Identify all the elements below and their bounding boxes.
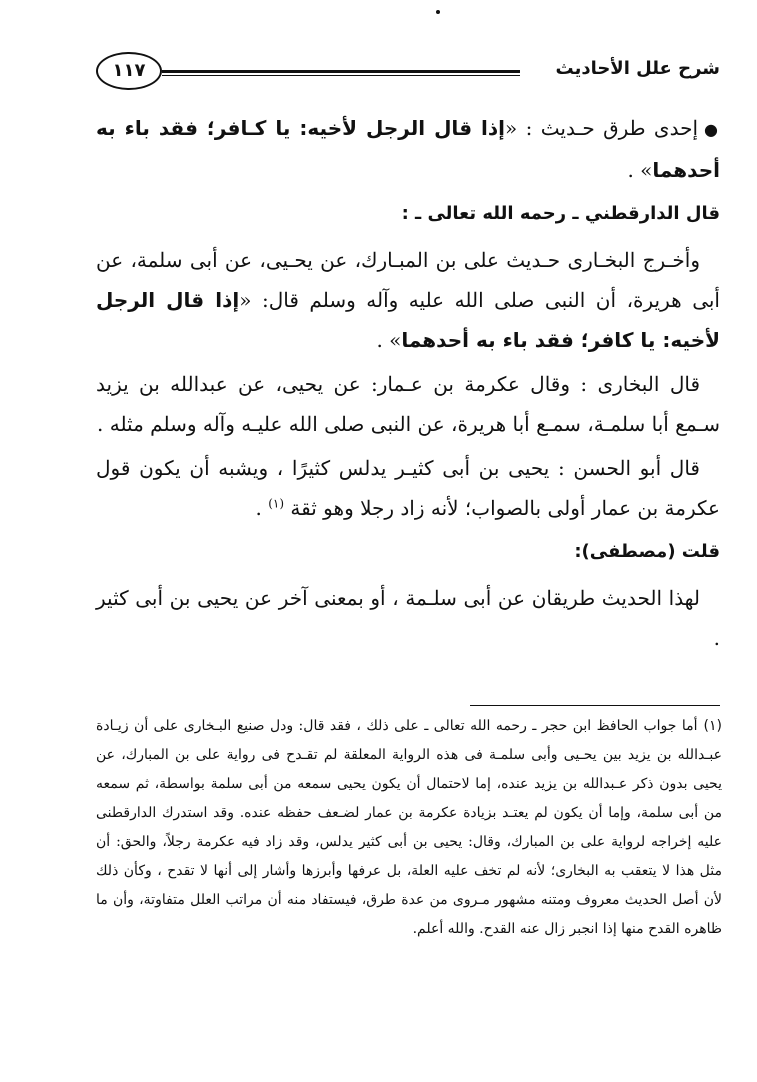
paragraph-4: قال أبو الحسن : يحيى بن أبى كثيـر يدلس كثيرًا ، ويشبه أن يكون قول عكرمة بن عمار أولى بالصواب؛ لأنه زاد رجلا وهو ثقة $^{(١)}$ . <box>96 456 720 520</box>
main-text <box>96 108 720 662</box>
section-heading-author: قلت (مصطفى): <box>574 541 720 562</box>
hadith-quote: إذا قال الرجل لأخيه: يا كـافر؛ فقد باء به أحدهما <box>96 116 720 182</box>
footnote-1: (١)أما جواب الحافظ ابن حجر ـ رحمه الله تعالى ـ على ذلك ، فقد قال: ودل صنيع البـخارى على أن زيـادة عبـدالله بن يزيد بين يحـيى وأبى سلمـة فى هذه الرواية المعلقة لم تقـدح فى رواية على بن المبارك، عن يحيى بدون ذكر عـبدالله بن يزيد عنده، إما لاحتمال أن يكون يحيى سمعه من أبى سلمة بواسطة، ثم سمعه من أبى سلمة، وإما أن يكون لم يعتـد بزيادة عكرمة بن عمار لضـعف حفظه عنده. وقد استدرك الدارقطنى عليه إخراجه لرواية على بن المبارك، وقال: يحيى بن أبى كثير يدلس، وقد زاد فيه عكرمة رجلاً، والحق: أن مثل هذا لا يتعقب به البخارى؛ لأنه لم تخف عليه العلة، بل عرفها وأبرزها وأشار إلى أنها لا تقدح ، وكأن ذلك لأن أصل الحديث معروف ومتنه مشهور مـروى من عدة طرق، فيستفاد منه أن مراتب العلل متفاوتة، وأن ما ظاهره القدح منها إذا انجبر زال عنه القدح. والله أعلم. <box>96 718 722 937</box>
scan-dot <box>436 10 440 14</box>
page-header <box>96 52 720 92</box>
section-heading-daraqutni: قال الدارقطني ـ رحمه الله تعالى ـ : <box>401 203 720 224</box>
paragraph-5: لهذا الحديث طريقان عن أبى سلـمة ، أو بمعنى آخر عن يحيى بن أبى كثير . <box>96 586 720 650</box>
paragraph-3: قال البخارى : وقال عكرمة بن عـمار: عن يحيى، عن عبدالله بن يزيد سـمع أبا سلمـة، سمـع أبا هريرة، عن النبى صلى الله عليـه وآله وسلم مثله . <box>96 372 720 436</box>
footnote-number: (١) <box>703 718 722 734</box>
header-rule-thin <box>162 75 520 76</box>
footnote <box>96 712 722 944</box>
hadith-quote: إذا قال الرجل لأخيه: يا كافر؛ فقد باء به أحدهما <box>96 288 720 352</box>
page-number: ١١٧ <box>96 52 162 90</box>
footnote-marker[interactable]: (١) <box>268 496 285 511</box>
bullet-icon: ● <box>704 120 721 139</box>
paragraph-2: وأخـرج البخـارى حـديث على بن المبـارك، عن يحـيى، عن أبى سلمة، عن أبى هريرة، أن النبى صلى الله عليه وآله وسلم قال: «إذا قال الرجل لأخيه: يا كافر؛ فقد باء به أحدهما» . <box>96 248 720 352</box>
running-title: شرح علل الأحاديث <box>555 58 720 79</box>
footnote-divider <box>470 705 720 706</box>
paragraph-1: ●إحدى طرق حـديث : «إذا قال الرجل لأخيه: يا كـافر؛ فقد باء به أحدهما» . <box>96 116 721 182</box>
header-rule <box>162 70 520 73</box>
